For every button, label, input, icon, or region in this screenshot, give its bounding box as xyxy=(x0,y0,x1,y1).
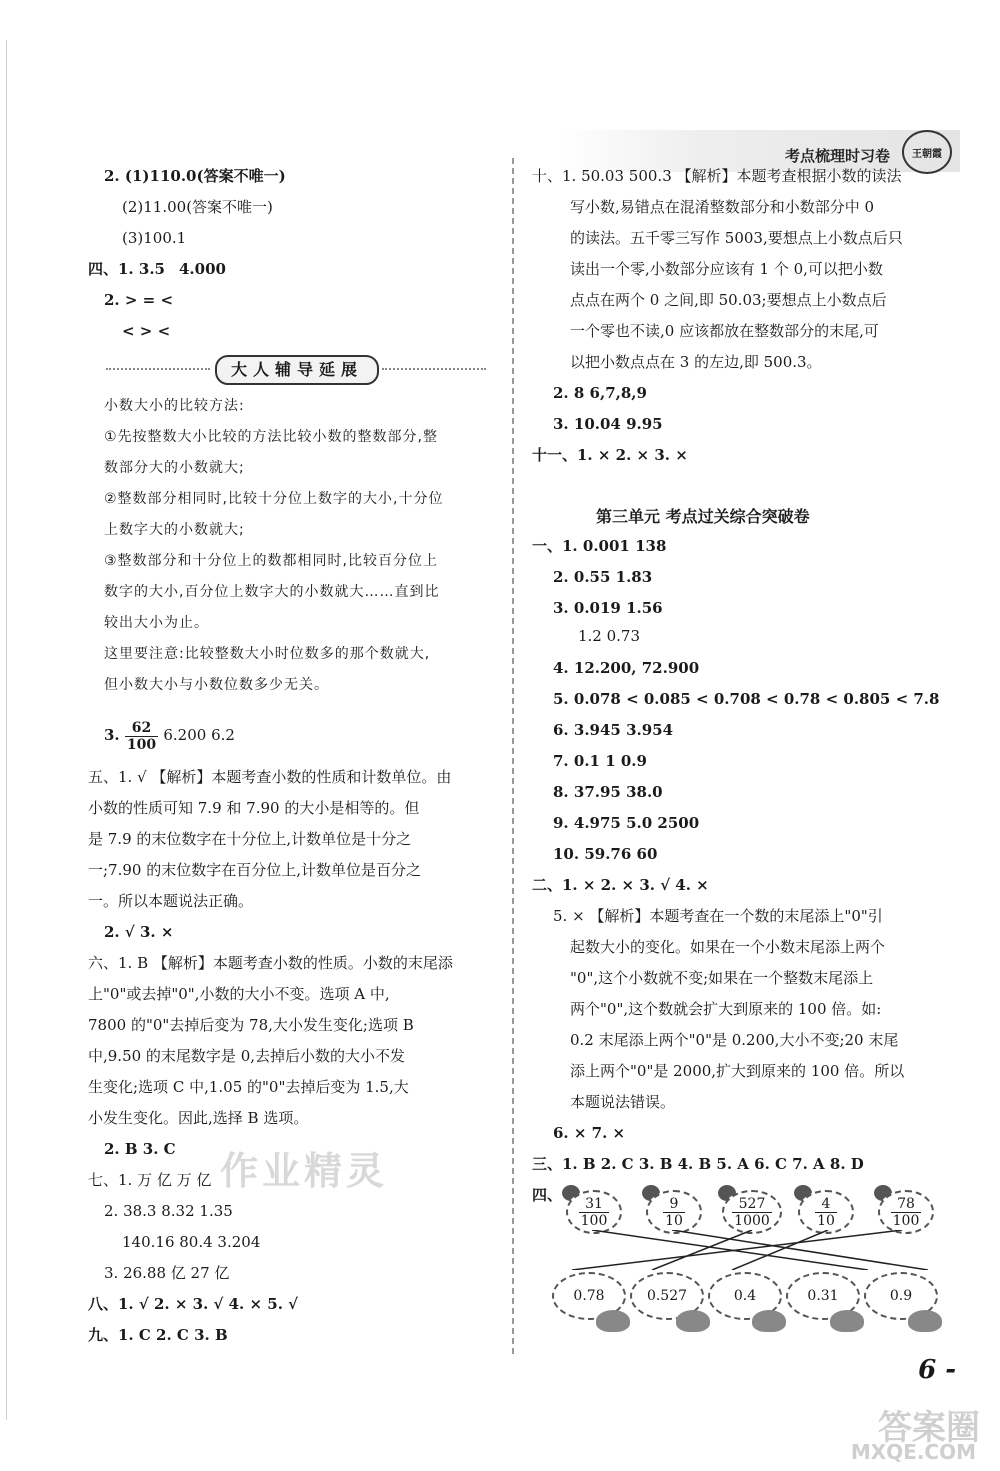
tutor-box-title: 大人辅导延展 xyxy=(215,355,379,385)
answer-line: 3. 0.019 1.56 xyxy=(553,599,663,617)
answer-line: 0.2 末尾添上两个"0"是 0.200,大小不变;20 末尾 xyxy=(570,1031,899,1049)
decimal-circle: 0.31 xyxy=(786,1272,860,1320)
answer-line: 二、1. × 2. × 3. √ 4. × xyxy=(532,876,709,894)
note-line: 较出大小为止。 xyxy=(104,615,209,631)
answer-line: 小数的性质可知 7.9 和 7.90 的大小是相等的。但 xyxy=(88,799,420,817)
numerator: 31 xyxy=(579,1196,610,1213)
note-line: 小数大小的比较方法: xyxy=(104,398,245,414)
fraction-circle xyxy=(878,1190,934,1234)
numerator: 4 xyxy=(815,1196,837,1213)
answer-line: 2. 38.3 8.32 1.35 xyxy=(104,1202,233,1220)
fraction xyxy=(125,720,158,753)
answer-line: 5. × 【解析】本题考查在一个数的末尾添上"0"引 xyxy=(553,907,883,925)
answer-line: 中,9.50 的末尾数字是 0,去掉后小数的大小不发 xyxy=(88,1047,406,1065)
answer-line: 6. 3.945 3.954 xyxy=(553,721,674,739)
answer-line: 一。所以本题说法正确。 xyxy=(88,892,254,910)
answer-part: 6.200 6.2 xyxy=(163,726,235,744)
answer-part: 四、1. 3.5 xyxy=(88,260,165,278)
dotted-rule xyxy=(382,368,486,370)
fraction-circle xyxy=(646,1190,702,1234)
answer-line: 添上两个"0"是 2000,扩大到原来的 100 倍。所以 xyxy=(570,1062,905,1080)
header-title: 考点梳理时习卷 xyxy=(784,147,890,165)
decimal-circle: 0.4 xyxy=(708,1272,782,1320)
answer-line: 4. 12.200, 72.900 xyxy=(553,659,700,677)
note-line: 数字的大小,百分位上数字大的小数就大……直到比 xyxy=(104,584,440,600)
answer-line: 三、1. B 2. C 3. B 4. B 5. A 6. C 7. A 8. D xyxy=(532,1155,864,1173)
answer-line: 6. × 7. × xyxy=(553,1124,626,1142)
watermark-logo: 答案圈 xyxy=(878,1408,980,1448)
answer-line: 八、1. √ 2. × 3. √ 4. × 5. √ xyxy=(88,1295,299,1313)
answer-line: 小发生变化。因此,选择 B 选项。 xyxy=(88,1109,309,1127)
answer-line: 两个"0",这个数就会扩大到原来的 100 倍。如: xyxy=(570,1000,882,1018)
answer-line: 一个零也不读,0 应该都放在整数部分的末尾,可 xyxy=(570,322,879,340)
answer-line: 140.16 80.4 3.204 xyxy=(122,1233,261,1251)
answer-line: 是 7.9 的末位数字在十分位上,计数单位是十分之 xyxy=(88,830,412,848)
answer-line: 起数大小的变化。如果在一个小数末尾添上两个 xyxy=(570,938,886,956)
note-line: 这里要注意:比较整数大小时位数多的那个数就大, xyxy=(104,646,431,662)
answer-line: 六、1. B 【解析】本题考查小数的性质。小数的末尾添 xyxy=(88,954,453,972)
match-line xyxy=(672,1230,928,1270)
answer-line: 7800 的"0"去掉后变为 78,大小发生变化;选项 B xyxy=(88,1016,414,1034)
answer-line: 上"0"或去掉"0",小数的大小不变。选项 A 中, xyxy=(88,985,390,1003)
match-line xyxy=(732,1230,828,1270)
denominator: 100 xyxy=(580,1212,608,1229)
match-line xyxy=(592,1230,868,1270)
answer-line: 9. 4.975 5.0 2500 xyxy=(553,814,700,832)
denominator: 1000 xyxy=(734,1212,770,1229)
answer-line: 十一、1. × 2. × 3. × xyxy=(532,446,688,464)
answer-line: 的读法。五千零三写作 5003,要想点上小数点后只 xyxy=(570,229,903,247)
answer-line: 写小数,易错点在混淆整数部分和小数部分中 0 xyxy=(570,198,875,216)
answer-line xyxy=(88,259,226,279)
numerator: 9 xyxy=(663,1196,685,1213)
answer-part: 4.000 xyxy=(178,260,226,278)
answer-line: 以把小数点点在 3 的左边,即 500.3。 xyxy=(570,353,822,371)
watermark-url: MXQE.COM xyxy=(850,1440,976,1464)
answer-line: 生变化;选项 C 中,1.05 的"0"去掉后变为 1.5,大 xyxy=(88,1078,409,1096)
answer-line: 一、1. 0.001 138 xyxy=(532,537,667,555)
answer-line xyxy=(104,718,235,753)
answer-line: 7. 0.1 1 0.9 xyxy=(553,752,647,770)
fraction-circle xyxy=(566,1190,622,1234)
dotted-rule xyxy=(106,368,210,370)
note-line: ①先按整数大小比较的方法比较小数的整数部分,整 xyxy=(104,429,438,445)
answer-line: 2. (1)110.0(答案不唯一) xyxy=(104,167,286,185)
note-line: 数部分大的小数就大; xyxy=(104,460,245,476)
answer-line: (3)100.1 xyxy=(122,229,187,247)
answer-line: < > < xyxy=(122,322,171,340)
question-number: 3. xyxy=(104,726,120,744)
answer-line: 九、1. C 2. C 3. B xyxy=(88,1326,228,1344)
numerator: 78 xyxy=(891,1196,922,1213)
answer-line: 5. 0.078 < 0.085 < 0.708 < 0.78 < 0.805 < 7.8 xyxy=(553,690,940,708)
decimal-circle: 0.9 xyxy=(864,1272,938,1320)
note-line: 但小数大小与小数位数多少无关。 xyxy=(104,677,329,693)
frog-icon xyxy=(676,1310,710,1332)
decimal-circle: 0.78 xyxy=(552,1272,626,1320)
answer-line: 点点在两个 0 之间,即 50.03;要想点上小数点后 xyxy=(570,291,887,309)
answer-line: 1.2 0.73 xyxy=(578,627,641,645)
unit-title: 第三单元 考点过关综合突破卷 xyxy=(596,507,810,526)
answer-line: 十、1. 50.03 500.3 【解析】本题考查根据小数的读法 xyxy=(532,167,902,185)
answer-line: 3. 10.04 9.95 xyxy=(553,415,663,433)
denominator: 100 xyxy=(892,1212,920,1229)
answer-line: 10. 59.76 60 xyxy=(553,845,658,863)
page-number: 6 - xyxy=(918,1355,956,1385)
answer-line: 本题说法错误。 xyxy=(570,1093,676,1111)
answer-line: 2. B 3. C xyxy=(104,1140,176,1158)
fraction-circle xyxy=(722,1190,782,1234)
note-line: ③整数部分和十分位上的数都相同时,比较百分位上 xyxy=(104,553,438,569)
answer-line: "0",这个小数就不变;如果在一个整数末尾添上 xyxy=(570,969,874,987)
frog-icon xyxy=(752,1310,786,1332)
answer-line: 2. √ 3. × xyxy=(104,923,174,941)
answer-line: 2. 8 6,7,8,9 xyxy=(553,384,647,402)
column-divider xyxy=(512,158,514,1354)
frog-icon xyxy=(830,1310,864,1332)
answer-line: 8. 37.95 38.0 xyxy=(553,783,663,801)
answer-line: 2. 0.55 1.83 xyxy=(553,568,653,586)
numerator: 62 xyxy=(125,720,158,737)
denominator: 10 xyxy=(665,1212,683,1229)
answer-line: 四、 xyxy=(532,1186,563,1204)
answer-line: 五、1. √ 【解析】本题考查小数的性质和计数单位。由 xyxy=(88,768,452,786)
frog-icon xyxy=(596,1310,630,1332)
denominator: 10 xyxy=(817,1212,835,1229)
numerator: 527 xyxy=(732,1196,772,1213)
answer-line: 七、1. 万 亿 万 亿 xyxy=(88,1171,212,1189)
note-line: ②整数部分相同时,比较十分位上数字的大小,十分位 xyxy=(104,491,444,507)
brand-logo-icon: 王朝霞 xyxy=(902,130,952,174)
fraction-circle xyxy=(798,1190,854,1234)
binding-edge-line xyxy=(6,40,7,1420)
frog-icon xyxy=(908,1310,942,1332)
decimal-circle: 0.527 xyxy=(630,1272,704,1320)
denominator: 100 xyxy=(126,736,157,753)
answer-line: 一;7.90 的末位数字在百分位上,计数单位是百分之 xyxy=(88,861,421,879)
answer-line: 读出一个零,小数部分应该有 1 个 0,可以把小数 xyxy=(570,260,883,278)
watermark-stamp: 作业精灵 xyxy=(220,1149,389,1193)
answer-line: 3. 26.88 亿 27 亿 xyxy=(104,1264,230,1282)
matching-lines xyxy=(540,1230,960,1270)
note-line: 上数字大的小数就大; xyxy=(104,522,245,538)
answer-line: (2)11.00(答案不唯一) xyxy=(122,198,273,216)
answer-line: 2. > = < xyxy=(104,291,174,309)
